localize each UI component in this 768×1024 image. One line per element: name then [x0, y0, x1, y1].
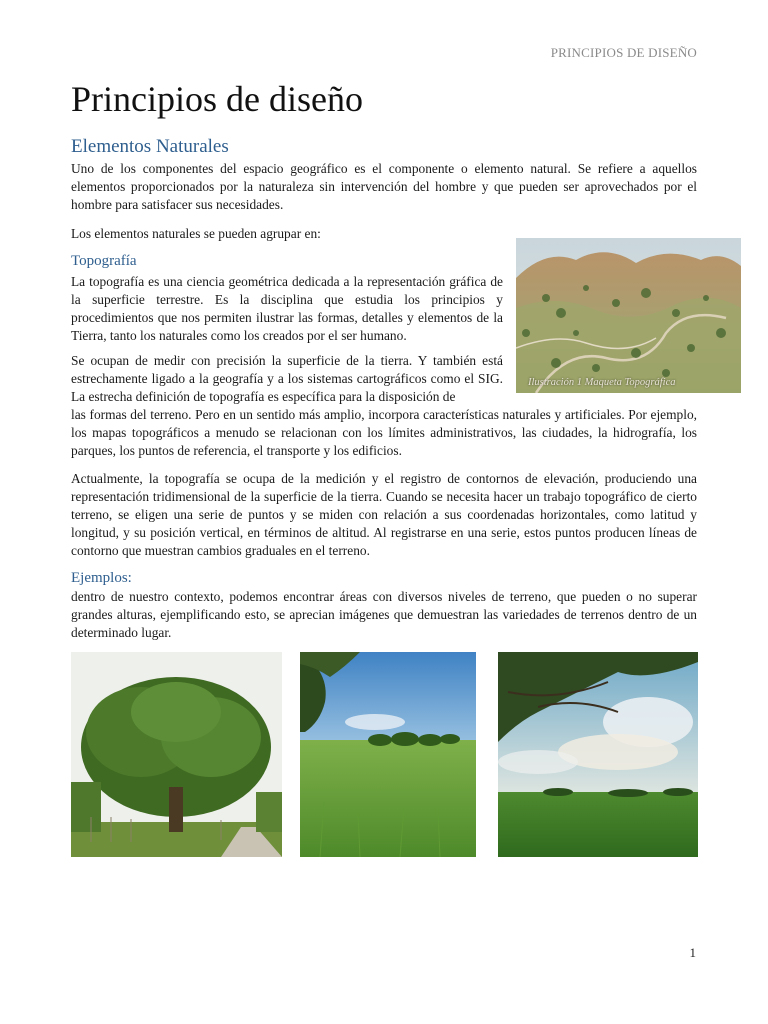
- field-illustration: [498, 652, 698, 857]
- field-photo: [498, 652, 698, 857]
- topografia-paragraph-2-start: Se ocupan de medir con precisión la superficie de la tierra. Y también está estrechamente ligado a la geografía y a los sistemas cartográficos como el SIG. La estrecha definición de topografía es específica para la disposición de: [71, 353, 503, 404]
- topografia-paragraph-1: La topografía es una ciencia geométrica dedicada a la representación gráfica de la superficie terrestre. Es la disciplina que estudia los principios y procedimientos que nos permiten ilustrar las formas, detalles y elementos de la Tierra, tanto los naturales como los creados por el ser humano.: [71, 274, 503, 343]
- page-number: 1: [689, 945, 696, 960]
- tree-illustration: [71, 652, 282, 857]
- section-heading: Elementos Naturales: [71, 136, 229, 157]
- topografia-heading: Topografía: [71, 253, 137, 269]
- running-header: PRINCIPIOS DE DISEÑO: [550, 45, 697, 60]
- meadow-illustration: [300, 652, 476, 857]
- group-intro-paragraph: Los elementos naturales se pueden agrupar en:: [71, 226, 321, 241]
- figure-caption: Ilustración 1 Maqueta Topográfica: [528, 377, 676, 388]
- ejemplos-paragraph: dentro de nuestro contexto, podemos encontrar áreas con diversos niveles de terreno, que pueden o no superar grandes alturas, ejemplificando esto, se aprecian imágenes que demuestran las variedades de terrenos dentro de un determinado lugar.: [71, 589, 697, 640]
- ejemplos-heading: Ejemplos:: [71, 570, 132, 586]
- topographic-model-illustration: [516, 238, 741, 393]
- page-title: Principios de diseño: [71, 79, 363, 119]
- meadow-photo: [300, 652, 476, 857]
- tree-photo: [71, 652, 282, 857]
- topografia-paragraph-3: Actualmente, la topografía se ocupa de la medición y el registro de contornos de elevación, produciendo una representación tridimensional de la superficie de la tierra. Cuando se necesita hacer un trabajo topográfico de cierto terreno, se eligen una serie de puntos y se miden con relación a sus coordenadas horizontales, como latitud y longitud, y su posición vertical, en términos de altitud. Al registrarse en una serie, estos puntos producen líneas de contorno que muestran cambios graduales en el terreno.: [71, 471, 697, 558]
- topografia-paragraph-2-end: las formas del terreno. Pero en un sentido más amplio, incorpora características naturales y artificiales. Por ejemplo, los mapas topográficos a menudo se relacionan con los límites administrativos, las ciudades, la hidrografía, los parques, los puntos de referencia, el transporte y los edificios.: [71, 407, 697, 458]
- intro-paragraph: Uno de los componentes del espacio geográfico es el componente o elemento natural. Se refiere a aquellos elementos proporcionados por la naturaleza sin intervención del hombre y que pueden ser aprovechados por el hombre para satisfacer sus necesidades.: [71, 161, 697, 212]
- topographic-model-image: [516, 238, 741, 393]
